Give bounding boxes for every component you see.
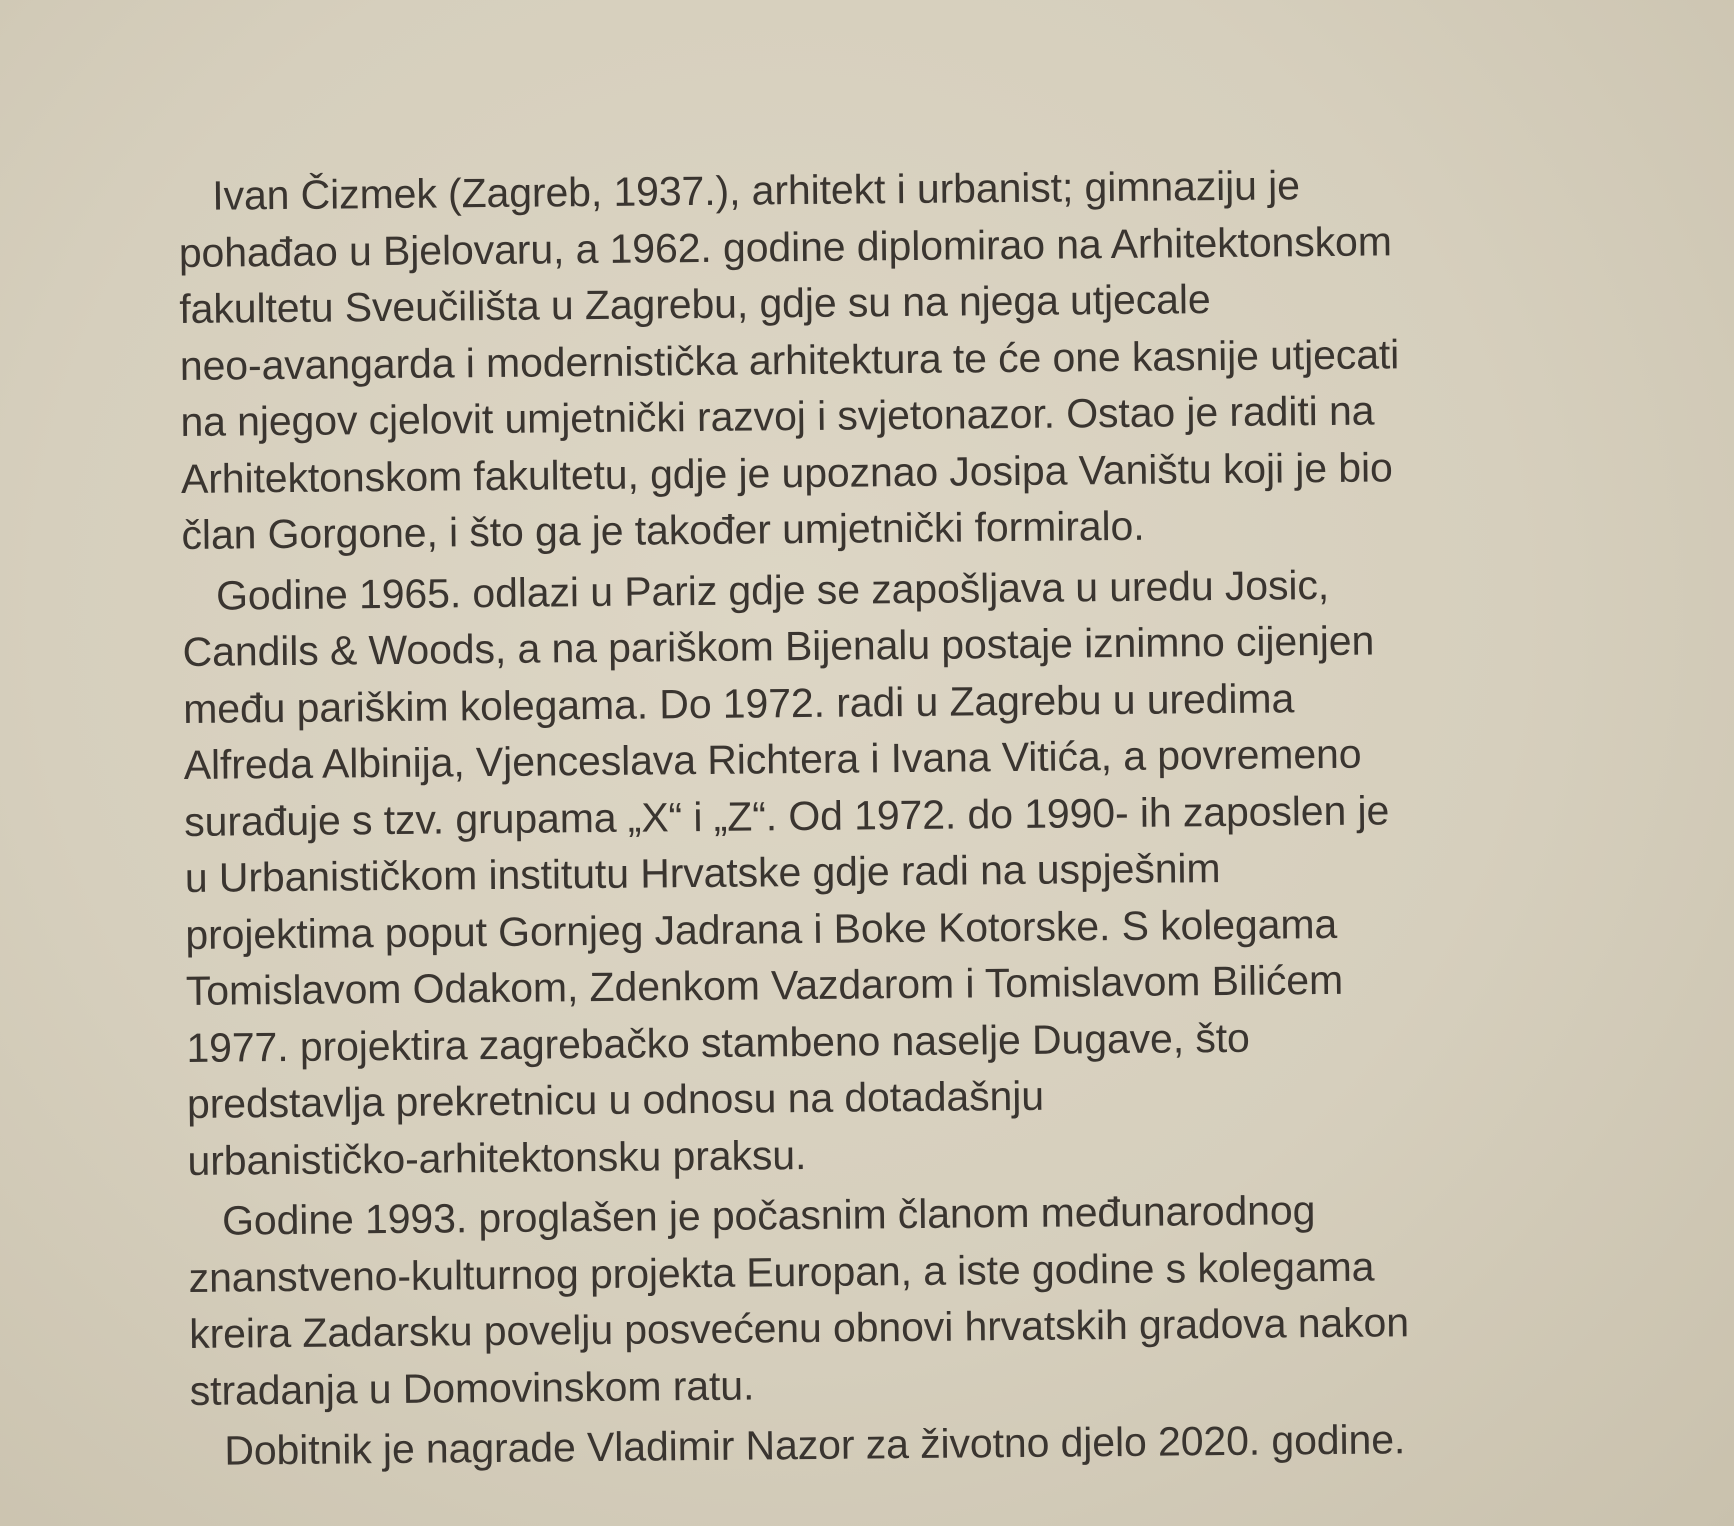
text-line: predstavlja prekretnicu u odnosu na dotadašnju (186, 1072, 1045, 1127)
text-line: Godine 1965. odlazi u Pariz gdje se zapošljava u uredu Josic, (215, 561, 1330, 619)
text-line: znanstveno-kulturnog projekta Europan, a iste godine s kolegama (188, 1243, 1375, 1301)
text-line: fakultetu Sveučilišta u Zagrebu, gdje su na njega utjecale (179, 276, 1211, 332)
paragraph-2 (182, 553, 1648, 1188)
text-line: projektima poput Gornjeg Jadrana i Boke Kotorske. S kolegama (185, 900, 1338, 958)
text-line: član Gorgone, i što ga je također umjetnički formiralo. (181, 502, 1145, 558)
text-line: 1977. projektira zagrebačko stambeno naselje Dugave, što (186, 1014, 1250, 1071)
text-line: Ivan Čizmek (Zagreb, 1937.), arhitekt i urbanist; gimnaziju je (212, 162, 1301, 219)
text-line: stradanja u Domovinskom ratu. (189, 1362, 755, 1414)
text-line: Alfreda Albinija, Vjenceslava Richtera i Ivana Vitića, a povremeno (183, 730, 1362, 788)
text-line: Godine 1993. proglašen je počasnim članom međunarodnog (221, 1187, 1316, 1244)
text-line: u Urbanističkom institutu Hrvatske gdje radi na uspješnim (184, 845, 1221, 901)
text-line: surađuje s tzv. grupama „X“ i „Z“. Od 1972. do 1990- ih zaposlen je (184, 786, 1390, 845)
text-line: pohađao u Bjelovaru, a 1962. godine diplomirao na Arhitektonskom (178, 217, 1393, 276)
text-line: među pariškim kolegama. Do 1972. radi u Zagrebu u uredima (182, 674, 1295, 732)
text-line: na njegov cjelovit umjetnički razvoj i svjetonazor. Ostao je raditi na (180, 387, 1375, 445)
biography-text (178, 154, 1651, 1483)
text-line: Arhitektonskom fakultetu, gdje je upoznao Josipa Vaništu koji je bio (180, 443, 1393, 502)
paragraph-4 (190, 1409, 1650, 1480)
paragraph-1 (178, 154, 1642, 563)
paragraph-3 (188, 1179, 1650, 1419)
text-line: urbanističko-arhitektonsku praksu. (187, 1131, 807, 1184)
text-line: Candils & Woods, a na pariškom Bijenalu postaje iznimno cijenjen (182, 617, 1375, 675)
text-line: kreira Zadarsku povelju posvećenu obnovi hrvatskih gradova nakon (188, 1299, 1410, 1357)
text-line: Dobitnik je nagrade Vladimir Nazor za životno djelo 2020. godine. (224, 1416, 1406, 1474)
text-line: neo-avangarda i modernistička arhitektura te će one kasnije utjecati (179, 330, 1400, 389)
text-line: Tomislavom Odakom, Zdenkom Vazdarom i Tomislavom Bilićem (185, 956, 1344, 1014)
